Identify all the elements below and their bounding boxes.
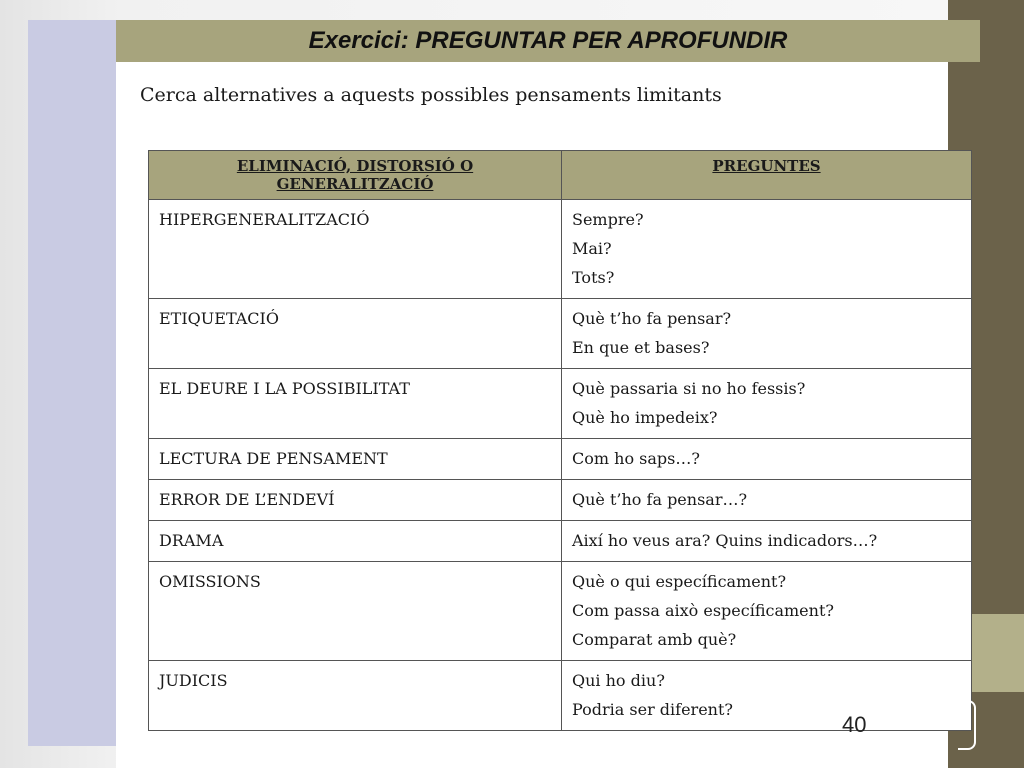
questions-cell [562,200,972,299]
table-row [149,369,972,439]
question-line: Què t’ho fa pensar…? [572,490,748,509]
category-cell: EL DEURE I LA POSSIBILITAT [149,369,562,439]
header-questions: PREGUNTES [562,151,972,200]
title-bar [116,20,980,62]
page-number: 40 [842,712,867,737]
question-line: Com ho saps…? [572,449,700,468]
question-line: Comparat amb què? [572,630,737,649]
category-cell: JUDICIS [149,661,562,731]
category-cell: DRAMA [149,521,562,562]
question-line: Què o qui específicament? [572,572,787,591]
category-cell: OMISSIONS [149,562,562,661]
questions-table [148,150,972,731]
table-row [149,521,972,562]
category-cell: HIPERGENERALITZACIÓ [149,200,562,299]
header-category: ELIMINACIÓ, DISTORSIÓ O GENERALITZACIÓ [149,151,562,200]
question-line: Sempre? [572,210,644,229]
question-line: Què passaria si no ho fessis? [572,379,806,398]
category-cell: LECTURA DE PENSAMENT [149,439,562,480]
category-cell: ERROR DE L’ENDEVÍ [149,480,562,521]
question-line: Com passa això específicament? [572,601,834,620]
table-row [149,480,972,521]
questions-cell [562,562,972,661]
slide-subtitle: Cerca alternatives a aquests possibles pensaments limitants [140,84,722,106]
category-cell: ETIQUETACIÓ [149,299,562,369]
right-decorative-block [972,614,1024,692]
left-decorative-band [28,20,116,746]
questions-cell [562,439,972,480]
slide-title: Exercici: PREGUNTAR PER APROFUNDIR [308,27,788,54]
table-row [149,299,972,369]
table-row [149,200,972,299]
questions-cell [562,661,972,731]
questions-cell [562,521,972,562]
decorative-bracket [958,700,976,750]
question-line: Així ho veus ara? Quins indicadors…? [572,531,878,550]
table-row [149,562,972,661]
questions-cell [562,369,972,439]
table-row [149,439,972,480]
question-line: Tots? [572,268,615,287]
table-header-row [149,151,972,200]
question-line: Qui ho diu? [572,671,665,690]
questions-cell [562,299,972,369]
questions-cell [562,480,972,521]
question-line: En que et bases? [572,338,710,357]
question-line: Mai? [572,239,612,258]
question-line: Què t’ho fa pensar? [572,309,732,328]
table-body [149,200,972,731]
question-line: Podria ser diferent? [572,700,733,719]
question-line: Què ho impedeix? [572,408,718,427]
